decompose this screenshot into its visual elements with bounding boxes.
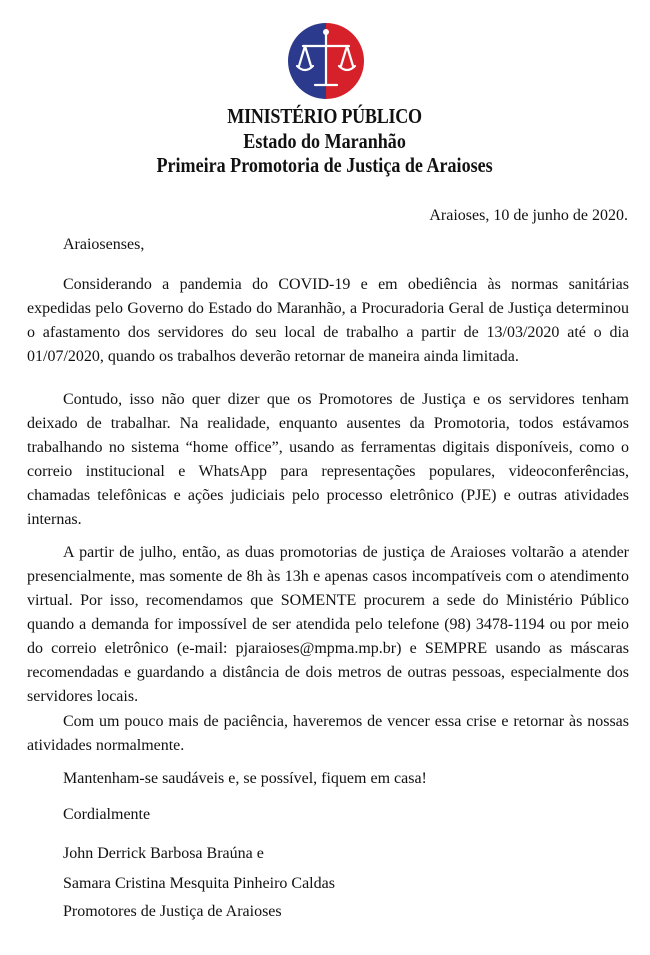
unit-name: Primeira Promotoria de Justiça de Araioses: [156, 153, 493, 177]
signature-line-2: Samara Cristina Mesquita Pinheiro Caldas: [63, 875, 335, 892]
paragraph-3: [27, 541, 629, 709]
paragraph-4: [27, 710, 629, 758]
greeting: Araiosenses,: [63, 236, 145, 253]
paragraph-text: A partir de julho, então, as duas promotorias de justiça de Araioses voltarão a atender presencialmente, mas somente de 8h às 13h e apenas casos incompatíveis com o atendimento virtual. Por isso, recomendamos que SOMENTE procurem a sede do Ministério Público quando a demanda for impossível de ser atendida pelo telefone (98) 3478-1194 ou por meio do correio eletrônico (e-mail: pjaraioses@mpma.mp.br) e SEMPRE usando as máscaras recomendadas e guardando a distância de dois metros de outras pessoas, especialmente dos servidores locais.: [27, 544, 629, 705]
paragraph-text: Considerando a pandemia do COVID-19 e em obediência às normas sanitárias expedidas pelo Governo do Estado do Maranhão, a Procuradoria Geral de Justiça determinou o afastamento dos servidores do seu local de trabalho a partir de 13/03/2020 até o dia 01/07/2020, quando os trabalhos deverão retornar de maneira ainda limitada.: [27, 276, 629, 365]
state-name: Estado do Maranhão: [243, 129, 406, 153]
ministerio-publico-scales-logo: [287, 22, 365, 100]
paragraph-text: Contudo, isso não quer dizer que os Promotores de Justiça e os servidores tenham deixado de trabalhar. Na realidade, enquanto ausentes da Promotoria, todos estávamos trabalhando no sistema “home office”, usando as ferramentas digitais disponíveis, como o correio institucional e WhatsApp para representações populares, videoconferências, chamadas telefônicas e ações judiciais pelo processo eletrônico (PJE) e outras atividades internas.: [27, 391, 629, 528]
signature-line-1: John Derrick Barbosa Braúna e: [63, 845, 264, 862]
letter-date: Araioses, 10 de junho de 2020.: [429, 207, 628, 224]
paragraph-text: Com um pouco mais de paciência, haveremos de vencer essa crise e retornar às nossas atividades normalmente.: [27, 713, 629, 754]
signature-line-3: Promotores de Justiça de Araioses: [63, 903, 282, 920]
paragraph-5: [27, 767, 629, 791]
paragraph-2: [27, 388, 629, 532]
closing: Cordialmente: [63, 806, 151, 823]
org-name: MINISTÉRIO PÚBLICO: [227, 104, 422, 128]
paragraph-text: Mantenham-se saudáveis e, se possível, fiquem em casa!: [63, 770, 427, 787]
paragraph-1: [27, 273, 629, 369]
